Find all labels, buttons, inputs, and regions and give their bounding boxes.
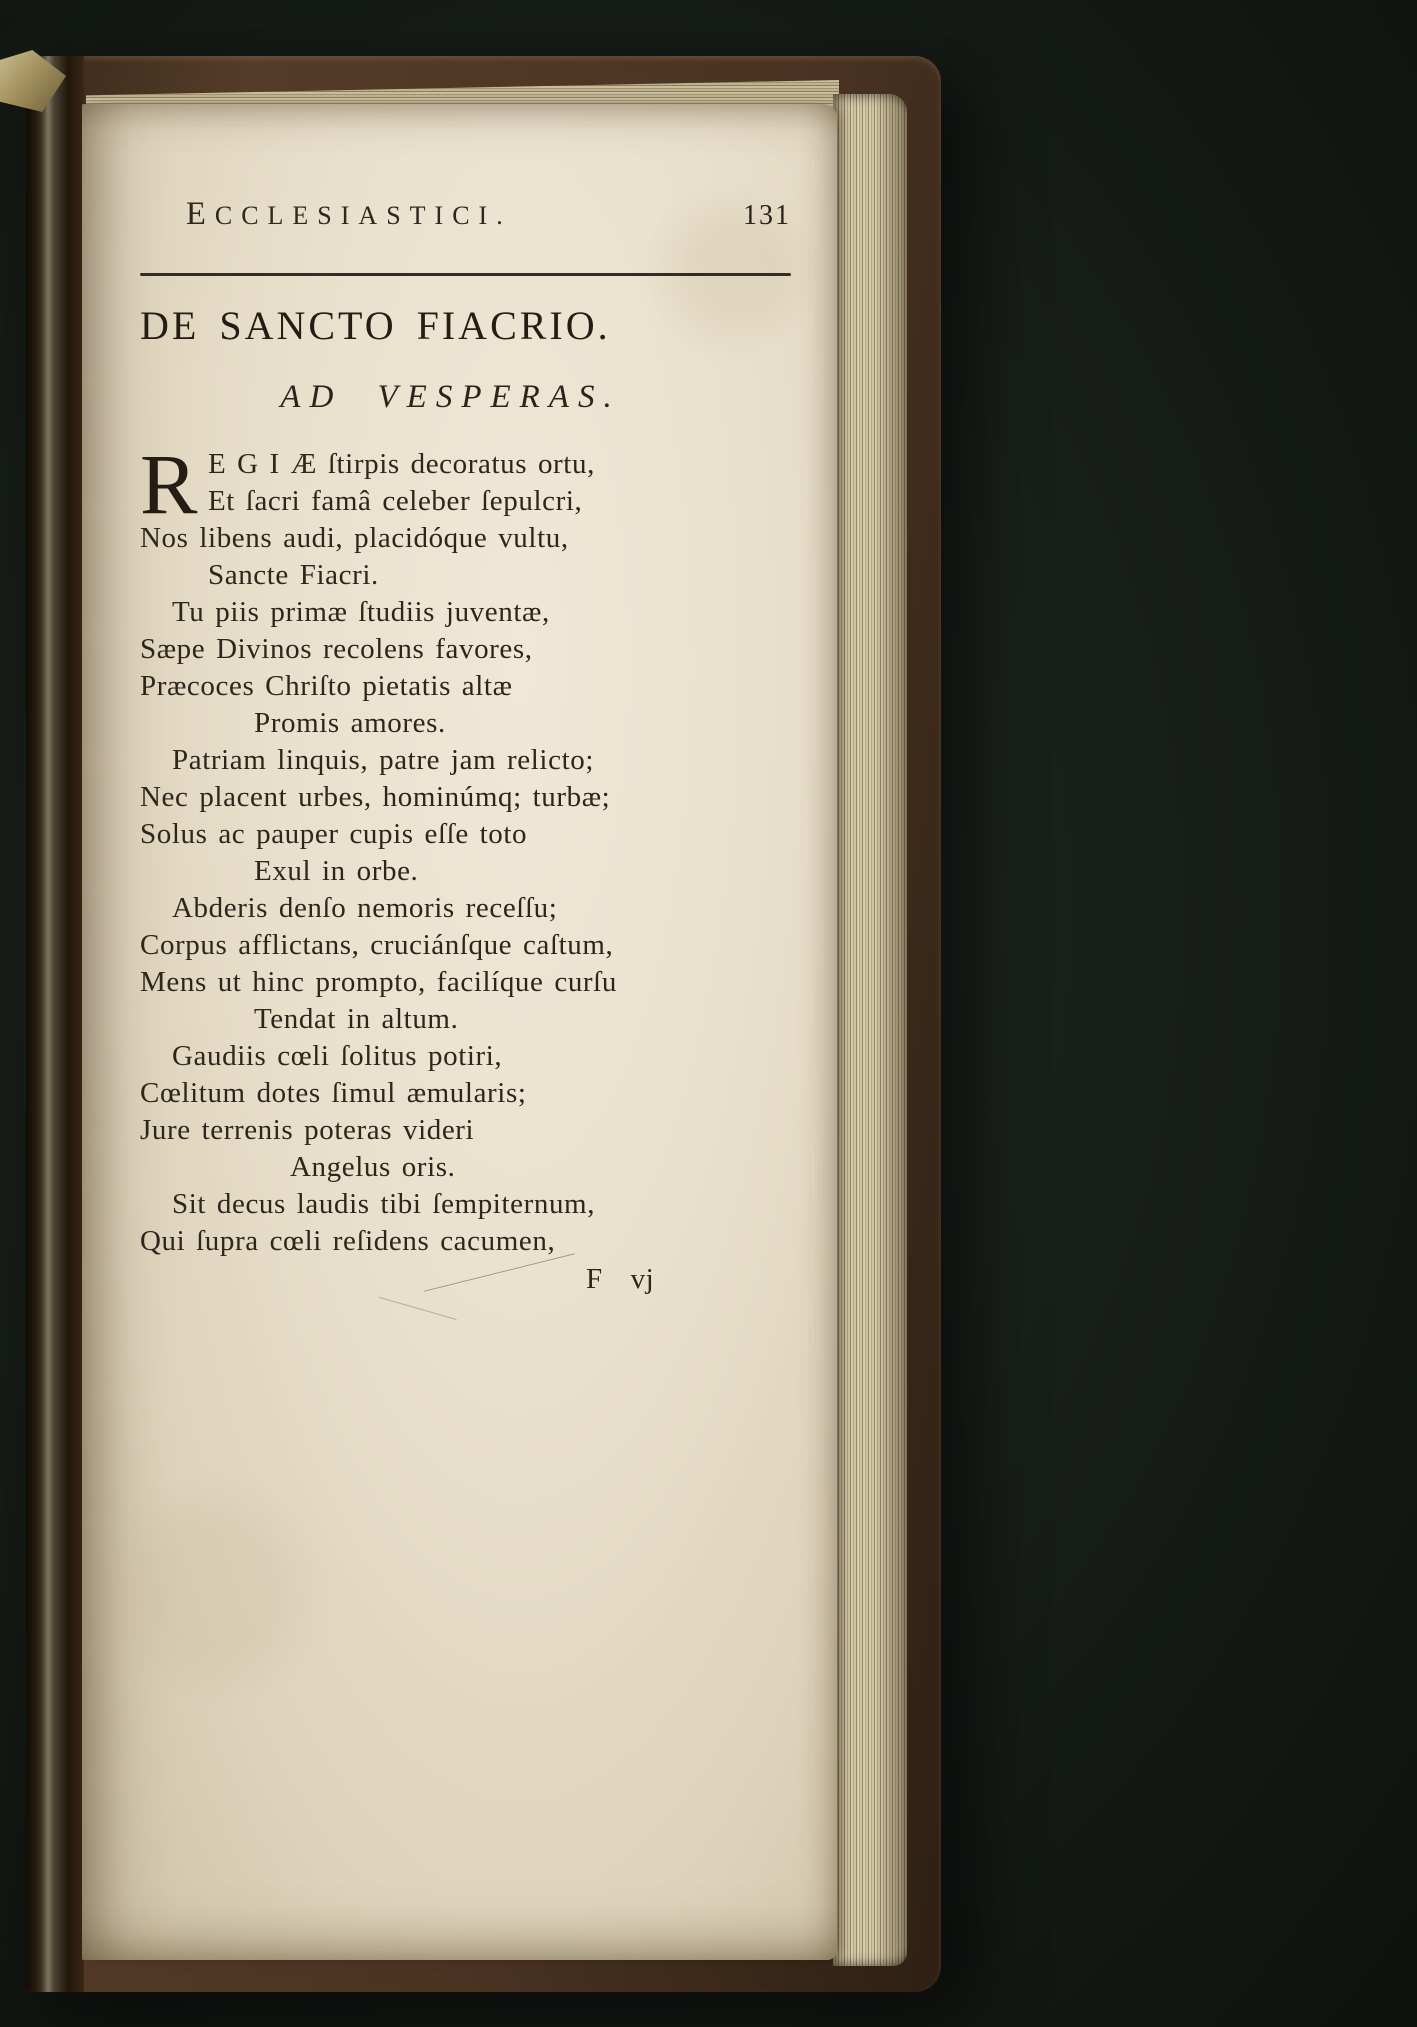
poem-line: Exul in orbe. bbox=[254, 855, 419, 887]
poem-line: Solus ac pauper cupis eſſe toto bbox=[140, 818, 528, 850]
signature-mark: F vj bbox=[586, 1263, 655, 1295]
poem-line: Abderis denſo nemoris receſſu; bbox=[172, 892, 558, 924]
hymn-text bbox=[140, 436, 791, 1298]
poem-line: Patriam linquis, patre jam relicto; bbox=[172, 744, 594, 776]
page-crease bbox=[379, 1297, 456, 1320]
poem-line: Nec placent urbes, hominúmq; turbæ; bbox=[140, 781, 611, 813]
poem-line: Qui ſupra cœli reſidens cacumen, bbox=[140, 1225, 556, 1257]
poem-lines bbox=[140, 520, 791, 1260]
poem-line: Nos libens audi, placidóque vultu, bbox=[140, 522, 569, 554]
book-spine bbox=[26, 56, 84, 1992]
poem-line: Sæpe Divinos recolens favores, bbox=[140, 633, 533, 665]
opening-stanza bbox=[140, 436, 791, 532]
running-header bbox=[140, 196, 791, 233]
poem-line: Mens ut hinc prompto, facilíque curſu bbox=[140, 966, 617, 998]
book-page bbox=[82, 104, 837, 1960]
poem-line: Sit decus laudis tibi ſempiternum, bbox=[172, 1188, 596, 1220]
divider-rule bbox=[140, 273, 791, 276]
running-header-title: ECCLESIASTICI. bbox=[186, 196, 512, 232]
poem-line: Sancte Fiacri. bbox=[208, 559, 379, 591]
poem-line: Et ſacri famâ celeber ſepulcri, bbox=[207, 485, 583, 517]
drop-cap: R bbox=[140, 436, 198, 532]
poem-line: Cœlitum dotes ſimul æmularis; bbox=[140, 1077, 527, 1109]
book-fore-edge-pages bbox=[833, 94, 907, 1966]
poem-line: Jure terrenis poteras videri bbox=[140, 1114, 475, 1146]
poem-line: Gaudiis cœli ſolitus potiri, bbox=[172, 1040, 503, 1072]
poem-line: Tendat in altum. bbox=[254, 1003, 459, 1035]
poem-line: E G I Æ ſtirpis decoratus ortu, bbox=[207, 448, 595, 480]
poem-line: Præcoces Chriſto pietatis altæ bbox=[140, 670, 513, 702]
book bbox=[26, 56, 941, 1992]
poem-line: Angelus oris. bbox=[290, 1151, 456, 1183]
subtitle-ad-vesperas: AD VESPERAS. bbox=[280, 379, 621, 415]
page-number: 131 bbox=[743, 200, 791, 231]
poem-line: Promis amores. bbox=[254, 707, 446, 739]
page-content bbox=[82, 104, 837, 1298]
poem-line: Tu piis primæ ſtudiis juventæ, bbox=[172, 596, 550, 628]
section-title: DE SANCTO FIACRIO. bbox=[140, 303, 611, 348]
poem-line: Corpus afflictans, cruciánſque caſtum, bbox=[140, 929, 614, 961]
